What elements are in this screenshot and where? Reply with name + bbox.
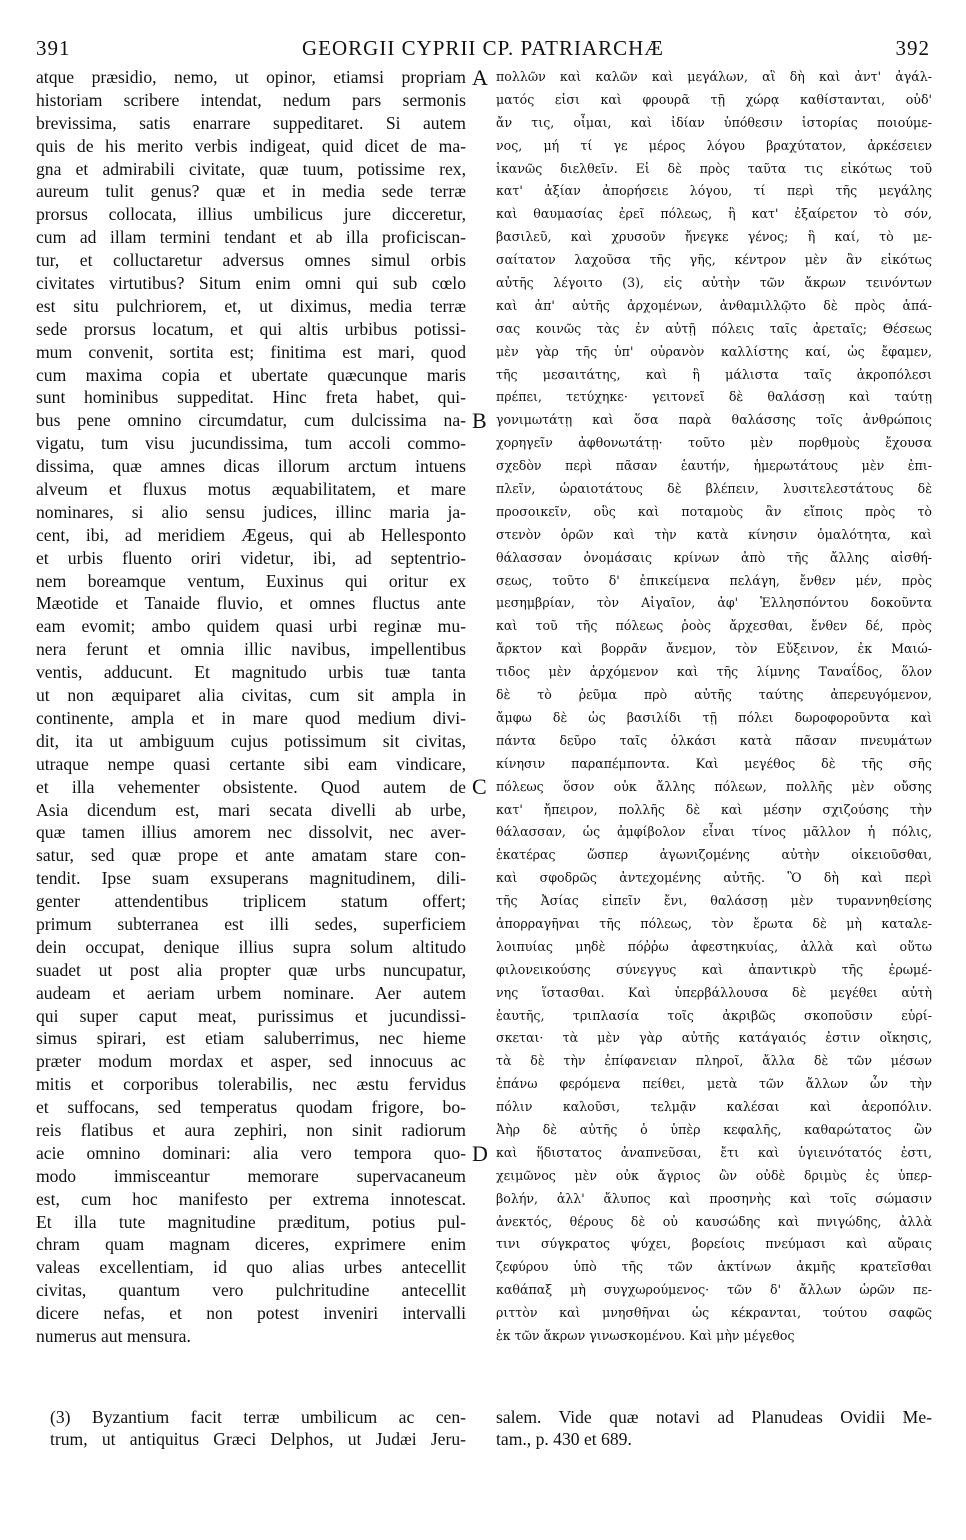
greek-text-line: σκεται· τὰ μὲν γὰρ αὐτῆς κατάγαιός ἐστιν οἴκησις, [496, 1030, 932, 1046]
latin-text-line: continente, ampla et in mare quod medium divi- [36, 707, 466, 728]
latin-text-line: et urbis fluento oriri videtur, ibi, ad septentrio- [36, 547, 466, 568]
latin-text-line: prorsus collocata, illius umbilicus jure dicceretur, [36, 204, 466, 225]
latin-text-line: gna et admirabili civitate, quæ tuum, potissime rex, [36, 158, 466, 179]
latin-text-line: est situ pulchriorem, et, ut diximus, media terræ [36, 295, 466, 316]
latin-text-line: valeas excellentiam, id quo alias urbes antecellit [36, 1257, 466, 1278]
latin-text-line: audeam et aeriam urbem nominare. Aer autem [36, 982, 466, 1003]
greek-text-line: μεσημβρίαν, τὸν Αἰγαῖον, ἀφ' Ἑλλησπόντου δοκοῦντα [496, 595, 932, 611]
latin-text-line: mum convenit, sortita est; finitima est mari, quod [36, 341, 466, 362]
latin-text-line: ut non æquiparet alia civitas, cum sit ampla in [36, 685, 466, 706]
greek-text-line: θάλασσαν ὀνομάσαις κρίνων ἀπὸ τῆς ἄλλης αἰσθή- [496, 549, 932, 565]
latin-text-line: numerus aut mensura. [36, 1325, 191, 1346]
latin-text-line: civitas, quantum vero pulchritudine antecellit [36, 1280, 466, 1301]
section-marker-b: B [472, 408, 487, 433]
greek-text-line: αὐτῆς λέγοιτο (3), εἰς αὐτὴν τῶν ἄκρων τεινόντων [496, 275, 932, 291]
footnote-line: trum, ut antiquitus Græci Delphos, ut Judæi Jeru- [50, 1429, 466, 1449]
latin-text-line: nera ferunt et omnia illic navibus, impellentibus [36, 639, 466, 660]
section-marker-a: A [472, 65, 488, 90]
greek-text-line: ἄρκτον καὶ βορρᾶν ἄνεμον, τὸν Εὔξεινον, ἐκ Μαιώ- [496, 641, 932, 657]
greek-text-line: σαίτατον λαχοῦσα τῆς γῆς, κέντρον μὲν ἂν εἰκότως [496, 252, 932, 268]
greek-text-line: λοιπυίας μηδὲ πόῤῥω ἀφεστηκυίας, ἀλλὰ καὶ οὕτω [496, 938, 932, 954]
greek-column [496, 66, 932, 1348]
greek-text-line: μὲν γὰρ τῆς ὑπ' οὐρανὸν καλλίστης καί, ὡς ἔφαμεν, [496, 343, 932, 359]
greek-text-line: στενὸν ὁρῶν καὶ τὴν κατὰ κίνησιν ὁμαλότητα, καὶ [496, 526, 932, 542]
greek-text-line: ματός εἰσι καὶ φρουρᾶ τῇ χώρᾳ καθίστανται, οὐδ' [496, 91, 932, 107]
greek-text-line: σεως, τοῦτο δ' ἐπικείμενα πελάγη, ἔνθεν μέν, πρὸς [496, 572, 932, 588]
greek-text-line: κατ' ἤπειρον, πολλῆς δὲ καὶ μέσην σχιζούσης τὴν [496, 801, 932, 817]
latin-text-line: sede prorsus locatum, et qui altis urbibus potissi- [36, 318, 466, 339]
greek-text-line: ἐκ τῶν ἄκρων γινωσκομένου. Καὶ μὴν μέγεθος [496, 1327, 795, 1343]
latin-text-line: est, cum hoc manifesto per extrema innotescat. [36, 1188, 466, 1209]
greek-text-line: προσοικεῖν, οὓς καὶ ποταμοὺς ἂν εἴποις πρὸς τὸ [496, 503, 932, 519]
section-marker-c: C [472, 774, 487, 799]
greek-text-line: πόλιν καλοῦσι, τελμᾷν καλέσαι καὶ ἀεροπόλιν. [496, 1099, 932, 1115]
footnote-line: salem. Vide quæ notavi ad Planudeas Ovidii Me- [496, 1407, 932, 1427]
greek-text-line: πολλῶν καὶ καλῶν καὶ μεγάλων, αἳ δὴ καὶ ἀντ' ἀγάλ- [496, 69, 932, 84]
greek-text-line: ἐπάνω φερόμενα πείθει, μετὰ τῶν ἄλλων ὧν τὴν [496, 1076, 932, 1092]
latin-text-line: suadet ut post alia propter quæ urbs nuncupatur, [36, 959, 466, 980]
latin-text-line: Et illa tute magnitudine præditum, potius pul- [36, 1211, 466, 1232]
latin-text-line: aureum tulit genus? quæ et in media sede terræ [36, 181, 466, 202]
latin-text-line: quis de his merito verbis indigeat, quid dicet de ma- [36, 135, 466, 156]
latin-text-line: qui super caput meat, purissimus et jucundissi- [36, 1005, 466, 1026]
greek-text-line: τῆς Ἀσίας εἰπεῖν ἔνι, θαλάσσῃ μὲν τυραννηθείσης [496, 893, 932, 909]
greek-text-line: βασιλεῦ, καὶ χρυσοῦν ἤνεγκε γένος; ἣ καί, τὸ με- [496, 229, 932, 245]
latin-text-line: genter attendentibus triplicem statum offert; [36, 891, 466, 912]
latin-text-line: cum maxima copia et ubertate quæcunque maris [36, 364, 466, 385]
greek-text-line: καθάπαξ μὴ συγχωρούμενος· τῶν δ' ἄλλων ὡρῶν πε- [496, 1282, 932, 1298]
greek-text-line: θάλασσαν, ὡς ἀμφίβολον εἶναι τίνος μᾶλλον ἡ πόλις, [496, 824, 932, 840]
latin-text-line: tendit. Ipse suam exsuperans magnitudinem, dili- [36, 868, 466, 889]
footnote-line: tam., p. 430 et 689. [496, 1429, 632, 1449]
latin-text-line: ventis, adducunt. Et magnitudo urbis tuæ tanta [36, 662, 466, 683]
latin-text-line: acie omnino dominari: alia vero tempora quo- [36, 1142, 466, 1163]
greek-text-line: ἀνεκτός, θέρους δὲ οὐ καυσώδης καὶ πνιγώδης, ἀλλὰ [496, 1213, 932, 1229]
latin-text-line: dicere nefas, et non potest inveniri intervalli [36, 1303, 466, 1324]
latin-text-line: et suffocans, sed temperatus quodam frigore, bo- [36, 1097, 466, 1118]
latin-text-line: utraque nempe quasi certante sibi eam vindicare, [36, 753, 466, 774]
latin-text-line: Mæotide et Tanaide fluvio, et omnes fluctus ante [36, 593, 466, 614]
latin-text-line: dein occupat, denique illius supra solum altitudo [36, 936, 466, 957]
latin-text-line: bus pene omnino circumdatur, cum dulcissima na- [36, 410, 466, 431]
greek-text-line: σας κοινῶς τὰς ἐν αὐτῇ πόλεις ταῖς ἀρεταῖς; Θέσεως [496, 320, 932, 336]
greek-text-line: χειμῶνος μὲν οὐκ ἄγριος ὢν οὐδὲ δριμὺς ἐς ὑπερ- [496, 1167, 932, 1183]
latin-text-line: Asia dicendum est, mari secata divelli ab urbe, [36, 799, 466, 820]
greek-text-line: ἱκανῶς διελθεῖν. Εἰ δὲ πρὸς ταῦτα τις εἰκότως τοῦ [496, 160, 932, 176]
latin-text-line: brevissima, satis enarrare suppeditaret. Si autem [36, 112, 466, 133]
latin-text-line: dissima, quæ amnes dicas illorum arctum intuens [36, 456, 466, 477]
latin-text-line: reis flatibus et aura zephiri, non sinit radiorum [36, 1119, 466, 1140]
latin-text-line: vigatu, tum visu jucundissima, tum accoli commo- [36, 433, 466, 454]
greek-text-line: τιδος μὲν ἀρχόμενον καὶ τῆς λίμνης Ταναΐδος, ὅλον [496, 664, 932, 680]
greek-text-line: ζεφύρου ὑπὸ τῆς τῶν ἀκτίνων ἀκμῆς κρατεῖσθαι [496, 1259, 932, 1275]
latin-text-line: chram quam magnam diceres, exprimere enim [36, 1234, 466, 1255]
greek-text-line: ἄμφω δὲ ὡς βασιλίδι τῇ πόλει δωροφοροῦντα καὶ [496, 709, 932, 725]
running-title: GEORGII CYPRII CP. PATRIARCHÆ [302, 36, 664, 60]
latin-text-line: sunt hominibus suppeditat. Hinc freta habet, qui- [36, 387, 466, 408]
greek-text-line: νης ἵστασθαι. Καὶ ὑπερβάλλουσα δὲ μεγέθει αὐτὴ [496, 984, 932, 1000]
latin-text-line: alveum et fluxus motus æquabilitatem, et mare [36, 479, 466, 500]
greek-text-line: βολήν, ἀλλ' ἄλυπος καὶ προσηνὴς καὶ τοῖς σώμασιν [496, 1190, 932, 1206]
greek-text-line: ἄν τις, οἶμαι, καὶ ἰδίαν ὑπόθεσιν ἱστορίας ποιούμε- [496, 114, 932, 130]
latin-text-line: præter modum mordax et asper, sed innocuus ac [36, 1051, 466, 1072]
latin-text-line: satur, sed quæ prope et ante amatam stare con- [36, 845, 466, 866]
latin-text-line: mitis et corporibus tolerabilis, nec æstu fervidus [36, 1074, 466, 1095]
greek-text-line: νος, μή τί γε μέρος λόγου βραχύτατον, ἀρκέσειεν [496, 137, 932, 153]
greek-text-line: Ἀὴρ δὲ αὐτῆς ὁ ὑπὲρ κεφαλῆς, καθαρώτατος ὢν [496, 1121, 932, 1137]
greek-text-line: πρέπει, τετύχηκε· γειτονεῖ δὲ θαλάσσῃ καὶ ταύτῃ [496, 389, 932, 405]
latin-text-line: nominares, si alio sensu judices, illinc maria ja- [36, 501, 466, 522]
greek-text-line: καὶ θαυμασίας ἐρεῖ πόλεως, ἣ κατ' ἐξαίρετον τὸ σόν, [496, 206, 932, 222]
footnote-left [50, 1406, 466, 1450]
section-marker-d: D [472, 1141, 488, 1166]
latin-text-line: modo immisceantur memorare supervacaneum [36, 1165, 466, 1186]
greek-text-line: πόλεως ὅσον οὐκ ἄλλης πόλεων, πολλῆς μὲν οὔσης [496, 778, 932, 794]
greek-text-line: καὶ ἀπ' αὐτῆς ἀρχομένων, ἀνθαμιλλῷτο δὲ πρὸς ἁπά- [496, 297, 932, 313]
latin-text-line: quæ tamen illius amorem nec dissolvit, nec aver- [36, 822, 466, 843]
latin-text-line: civitates virtutibus? Situm enim omni qui sub cœlo [36, 273, 466, 294]
greek-text-line: κατ' ἀξίαν ἀπορήσειε λόγου, τί περὶ τῆς μεγάλης [496, 183, 932, 199]
latin-text-line: et illa vehementer obsistente. Quod autem de [36, 776, 466, 797]
greek-text-line: ριττὸν καὶ μνησθῆναι ὡς κέκρανται, τούτου σαφῶς [496, 1305, 932, 1321]
greek-text-line: καὶ σφοδρῶς ἀντεχομένης αὐτῆς. Ὃ δὴ καὶ περὶ [496, 870, 932, 886]
latin-column [36, 66, 466, 1348]
greek-text-line: σχεδὸν περὶ πᾶσαν ἑαυτήν, ἡμερωτάτους μὲν ἐπι- [496, 458, 932, 474]
greek-text-line: τῆς μεσαιτάτης, καὶ ἣ μάλιστα ταῖς ἀκροπόλεσι [496, 366, 932, 382]
latin-text-line: atque præsidio, nemo, ut opinor, etiamsi propriam [36, 67, 466, 87]
latin-text-line: cum ad illam termini tendant et ab illa proficiscan- [36, 227, 466, 248]
greek-text-line: καὶ τοῦ τῆς πόλεως ῥοὸς ἄρχεσθαι, ἔνθεν δέ, πρὸς [496, 618, 932, 634]
greek-text-line: ἑαυτῆς, τριπλασία τοῖς ἀκριβῶς σκοποῦσιν εὑρί- [496, 1007, 932, 1023]
footnote-line: (3) Byzantium facit terræ umbilicum ac cen- [50, 1407, 466, 1427]
latin-text-line: simus spirari, est etiam saluberrimus, nec hieme [36, 1028, 466, 1049]
page-header [36, 36, 930, 62]
latin-text-line: cent, ibi, ad meridiem Ægeus, qui ab Hellesponto [36, 524, 466, 545]
greek-text-line: χορηγεῖν ἀφθονωτάτῃ· τοῦτο μὲν πορθμοὺς ἔχουσα [496, 435, 932, 451]
greek-text-line: ἀπορραγῆναι τῆς πόλεως, τὸν ἔρωτα δὲ μὴ καταλε- [496, 915, 932, 931]
latin-text-line: primum subterranea est illi sedes, superficiem [36, 913, 466, 934]
greek-text-line: φιλονεικούσης σύνεγγυς καὶ ἀπαντικρὺ τῆς ἐρωμέ- [496, 961, 932, 977]
footnote-right [496, 1406, 932, 1450]
greek-text-line: πάντα δεῦρο ταῖς ὁλκάσι κατὰ πᾶσαν πνευμάτων [496, 732, 932, 748]
greek-text-line: γονιμωτάτῃ καὶ ὅσα παρὰ θαλάσσης τοῖς ἀνθρώποις [496, 412, 932, 428]
greek-text-line: τὰ δὲ τὴν ἐπίφανειαν πληροῖ, ἄλλα δὲ τῶν μέσων [496, 1053, 932, 1069]
latin-text-line: historiam scribere intendat, nedum pars sermonis [36, 89, 466, 110]
greek-text-line: πλεῖν, ὡραιοτάτους δὲ βλέπειν, λυσιτελεστάτους δὲ [496, 481, 932, 497]
greek-text-line: ἑκατέρας ὥσπερ ἀγωνιζομένης αὐτὴν οἰκειοῦσθαι, [496, 847, 932, 863]
latin-text-line: dit, ita ut ambiguum cujus potissimum sit civitas, [36, 730, 466, 751]
greek-text-line: κίνησιν παραπέμποντα. Καὶ μεγέθος δὲ τῆς σῆς [496, 755, 932, 771]
page-number-left: 391 [36, 36, 71, 60]
page-number-right: 392 [895, 36, 930, 60]
latin-text-line: tur, et colluctaretur adversus omnes simul orbis [36, 250, 466, 271]
greek-text-line: δὲ τὸ ῥεῦμα πρὸ αὐτῆς ταύτης ἀπερευγόμενον, [496, 687, 932, 703]
greek-text-line: καὶ ἥδιστατος ἀναπνεῦσαι, ἔτι καὶ ὑγιεινότατός ἐστι, [496, 1144, 932, 1160]
latin-text-line: nem boreamque ventum, Euxinus qui oritur ex [36, 570, 466, 591]
latin-text-line: eam evomit; ambo quidem quasi urbi reginæ mu- [36, 616, 466, 637]
greek-text-line: τινι σύγκρατος ψύχει, βορείοις πνεύμασι καὶ αὔραις [496, 1236, 932, 1252]
